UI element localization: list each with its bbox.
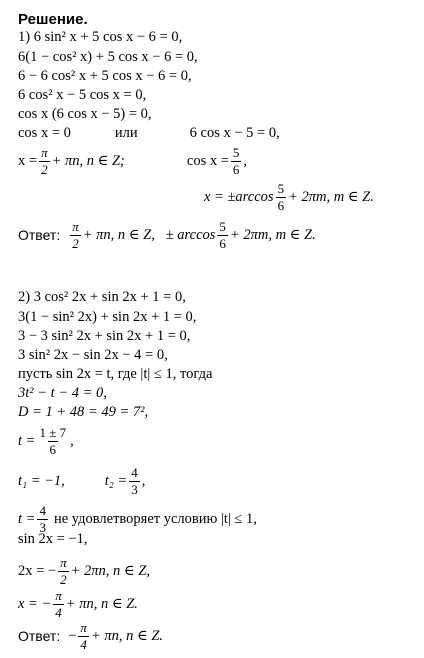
frac-denominator: 6	[277, 197, 285, 213]
p2-t-frac	[37, 426, 68, 456]
p1-line-1: 1) 6 sin² x + 5 cos x − 6 = 0,	[18, 29, 183, 45]
frac-denominator: 3	[131, 481, 138, 497]
p2-x-frac	[53, 589, 64, 619]
p2-x-label: x = −	[18, 595, 52, 612]
frac-numerator: π	[80, 620, 87, 635]
frac-numerator: 4	[131, 465, 138, 480]
p1-arccos-frac	[276, 182, 287, 212]
frac-numerator: 5	[219, 219, 226, 234]
p2-t-check-frac	[37, 504, 48, 534]
p2-t-check-label: t =	[18, 510, 36, 527]
p2-line-12	[18, 556, 150, 586]
p2-t2-label: t₂ =	[104, 472, 128, 489]
p1-cos-tail: ,	[243, 152, 248, 169]
frac-denominator: 6	[232, 161, 240, 177]
p2-2x-tail: + 2πn, n ∈ Z,	[70, 562, 150, 579]
p2-x-tail: + πn, n ∈ Z.	[65, 595, 138, 612]
p2-line-13	[18, 589, 138, 619]
p2-t1: t₁ = −1,	[18, 472, 65, 489]
p1-line-3: 6 − 6 cos² x + 5 cos x − 6 = 0,	[18, 68, 192, 84]
frac-denominator: 4	[55, 604, 62, 620]
p1-line-2: 6(1 − cos² x) + 5 cos x − 6 = 0,	[18, 49, 198, 65]
p2-2x-frac	[58, 556, 69, 586]
p2-t2-tail: ,	[141, 472, 146, 489]
frac-numerator: π	[60, 555, 67, 570]
p1-x-label: x =	[18, 152, 38, 169]
answer-label: Ответ:	[18, 227, 61, 244]
p2-t-label: t =	[18, 432, 36, 449]
p1-pi-over-2	[39, 146, 50, 176]
frac-numerator: π	[41, 145, 48, 160]
p1-x-tail: + πn, n ∈ Z;	[51, 152, 125, 169]
p2-t-tail: ,	[70, 432, 74, 449]
frac-denominator: 6	[49, 441, 57, 457]
p1-or: или	[114, 125, 138, 141]
p1-line-4: 6 cos² x − 5 cos x = 0,	[18, 87, 147, 103]
p2-line-5: пусть sin 2x = t, где |t| ≤ 1, тогда	[18, 366, 213, 382]
p1-arccos-tail: + 2πm, m ∈ Z.	[288, 188, 374, 205]
p2-line-11: sin 2x = −1,	[18, 531, 88, 547]
p1-line-7	[18, 146, 247, 176]
p1-cos-label: cos x =	[186, 152, 229, 169]
frac-denominator: 2	[72, 235, 79, 251]
frac-denominator: 3	[39, 519, 46, 535]
p1-line-5: cos x (6 cos x − 5) = 0,	[18, 106, 152, 122]
solution-title: Решение.	[18, 11, 88, 28]
p1-line-8	[204, 182, 374, 212]
p2-t-check-text: не удовлетворяет условию |t| ≤ 1,	[53, 510, 257, 527]
p2-line-1: 2) 3 cos² 2x + sin 2x + 1 = 0,	[18, 289, 186, 305]
p2-line-2: 3(1 − sin² 2x) + sin 2x + 1 = 0,	[18, 309, 197, 325]
p1-five-sixths	[231, 146, 242, 176]
p1-arccos-label: x = ±arccos	[204, 188, 274, 205]
frac-numerator: 1 ± 7	[39, 425, 67, 440]
answer-tail: + 2πm, m ∈ Z.	[229, 226, 316, 243]
frac-denominator: 2	[60, 571, 67, 587]
frac-numerator: 5	[277, 181, 285, 196]
p2-line-3: 3 − 3 sin² 2x + sin 2x + 1 = 0,	[18, 328, 191, 344]
answer-minus: −	[68, 627, 77, 644]
p2-line-10	[18, 504, 257, 534]
frac-denominator: 4	[80, 636, 87, 652]
p2-line-9	[18, 466, 145, 496]
p1-case-a: cos x = 0	[18, 125, 71, 141]
frac-numerator: π	[55, 588, 62, 603]
answer-label: Ответ:	[18, 628, 61, 645]
p1-answer	[18, 220, 316, 250]
frac-denominator: 6	[219, 235, 226, 251]
p2-2x-label: 2x = −	[18, 562, 57, 579]
frac-numerator: 5	[232, 145, 240, 160]
answer-tail: + πn, n ∈ Z.	[90, 627, 164, 644]
answer-mid: + πn, n ∈ Z, ± arccos	[82, 226, 216, 243]
frac-numerator: 4	[39, 503, 46, 518]
p1-line-6	[18, 126, 280, 141]
p2-answer	[18, 621, 163, 651]
answer-frac	[78, 621, 89, 651]
frac-numerator: π	[72, 219, 79, 234]
p2-line-6: 3t² − t − 4 = 0,	[18, 385, 107, 401]
answer-frac-1	[70, 220, 81, 250]
p1-case-b: 6 cos x − 5 = 0,	[189, 125, 280, 141]
answer-frac-2	[217, 220, 228, 250]
p2-t2-frac	[129, 466, 140, 496]
frac-denominator: 2	[41, 161, 48, 177]
p2-line-8	[18, 426, 74, 456]
p2-line-4: 3 sin² 2x − sin 2x − 4 = 0,	[18, 347, 168, 363]
p2-line-7: D = 1 + 48 = 49 = 7²,	[18, 404, 149, 420]
